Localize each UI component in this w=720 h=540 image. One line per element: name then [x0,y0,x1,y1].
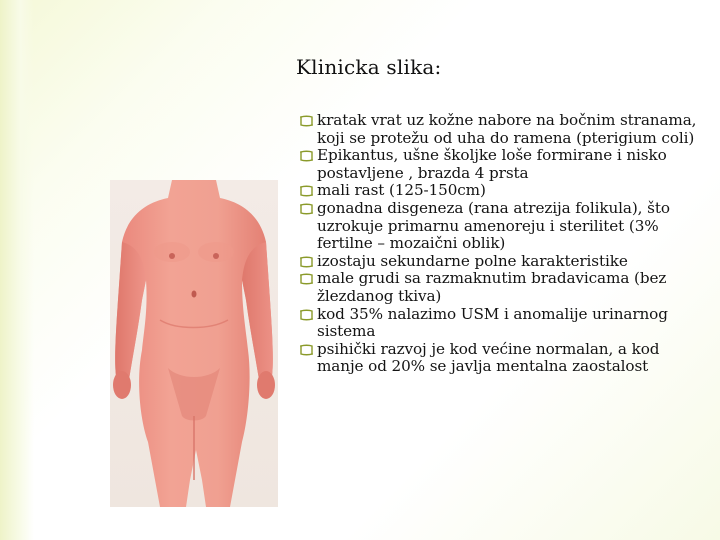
slide-side-decoration [0,0,34,540]
list-item [299,270,699,305]
list-item [299,182,699,200]
bullet-text: mali rast (125-150cm) [317,181,486,200]
list-item [299,306,699,341]
bullet-text: Epikantus, ušne školjke loše formirane i nisko postavljene , brazda 4 prsta [317,146,667,182]
list-item [299,341,699,376]
scroll-bullet-icon [299,256,314,268]
scroll-bullet-icon [299,185,314,197]
scroll-bullet-icon [299,309,314,321]
patient-photo [110,180,278,507]
bullet-text: male grudi sa razmaknutim bradavicama (bez žlezdanog tkiva) [317,269,667,305]
scroll-bullet-icon [299,273,314,285]
bullet-text: kod 35% nalazimo USM i anomalije urinarnog sistema [317,304,668,341]
scroll-bullet-icon [299,150,314,162]
bullet-text: psihički razvoj je kod većine normalan, a kod manje od 20% se javlja mentalna zaostalost [317,339,660,376]
scroll-bullet-icon [299,203,314,215]
list-item [299,147,699,182]
list-item [299,253,699,271]
list-item [299,200,699,253]
bullet-text: gonadna disgeneza (rana atrezija folikula), što uzrokuje primarnu amenoreju i sterilitet (3% fertilne – mozaični oblik) [317,198,670,253]
bullet-text: izostaju sekundarne polne karakteristike [317,251,628,270]
list-item [299,112,699,147]
scroll-bullet-icon [299,115,314,127]
bullet-list [299,112,699,376]
slide-title: Klinicka slika: [296,55,442,79]
scroll-bullet-icon [299,344,314,356]
bullet-text: kratak vrat uz kožne nabore na bočnim stranama, koji se protežu od uha do ramena (pterigium coli) [317,111,697,147]
